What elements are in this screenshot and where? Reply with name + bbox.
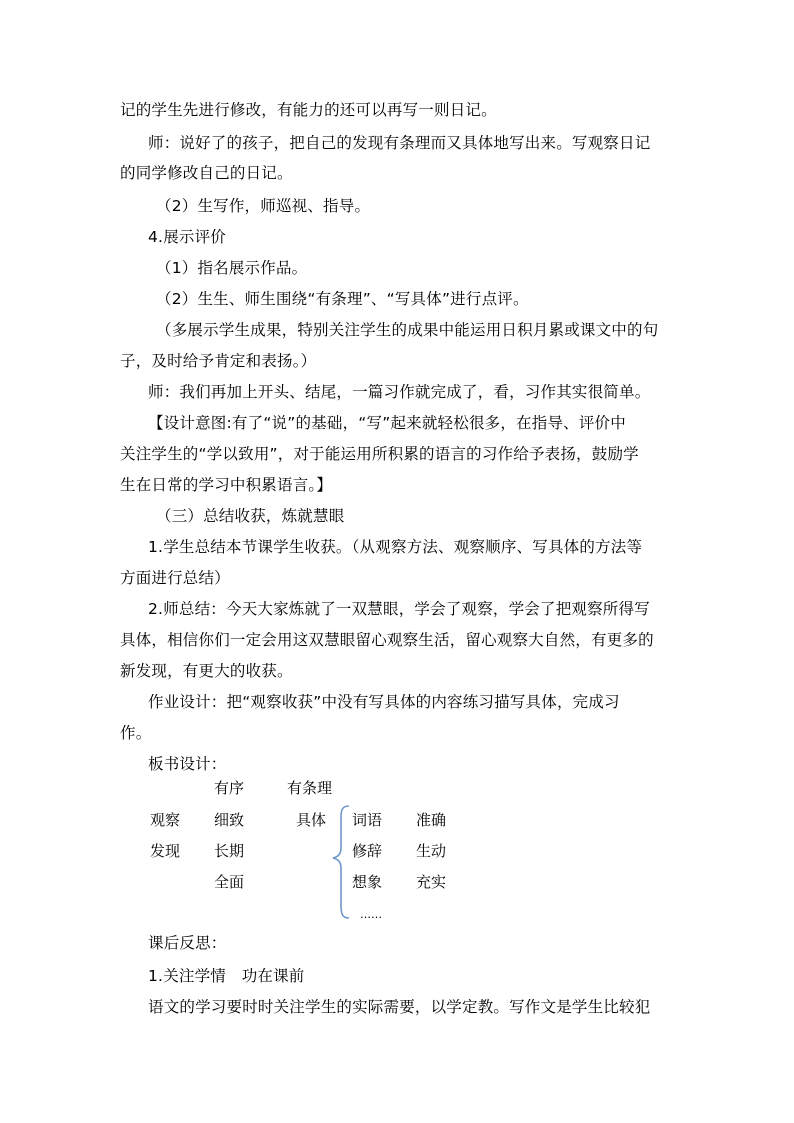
board-text-sheng-dong: 生动 <box>416 842 447 860</box>
board-text-chong-shi: 充实 <box>416 873 447 891</box>
section-heading: （三）总结收获，炼就慧眼 <box>156 507 345 525</box>
board-text-quan-mian: 全面 <box>214 873 245 891</box>
paragraph-line: 作。 <box>120 724 152 742</box>
board-text-ju-ti: 具体 <box>296 811 327 829</box>
paragraph-line: 子，及时给予肯定和表扬。） <box>120 352 317 370</box>
section-heading: 4.展示评价 <box>148 228 226 246</box>
design-intent-line: 生在日常的学习中积累语言。】 <box>120 476 333 494</box>
paragraph-line: （2）生写作，师巡视、指导。 <box>156 197 371 215</box>
design-intent-line: 【设计意图:有了“说”的基础，“写”起来就轻松很多，在指导、评价中 <box>148 414 626 432</box>
paragraph-line: 作业设计：把“观察收获”中没有写具体的内容练习描写具体，完成习 <box>148 693 620 711</box>
paragraph-line: （1）指名展示作品。 <box>156 259 308 277</box>
board-text-xiang-xiang: 想象 <box>352 873 383 891</box>
board-text-ci-yu: 词语 <box>352 811 383 829</box>
board-text-xi-zhi: 细致 <box>214 811 245 829</box>
paragraph-line: 1.学生总结本节课学生收获。（从观察方法、观察顺序、写具体的方法等 <box>148 538 643 556</box>
board-ellipsis: …… <box>360 908 382 921</box>
board-design-heading: 板书设计： <box>148 755 227 773</box>
paragraph-line: 记的学生先进行修改，有能力的还可以再写一则日记。 <box>120 101 497 119</box>
curly-brace-icon <box>330 804 352 920</box>
board-text-you-xu: 有序 <box>214 779 245 797</box>
paragraph-line: 方面进行总结） <box>120 569 230 587</box>
board-text-guan-cha: 观察 <box>150 811 181 829</box>
paragraph-line: 新发现，有更大的收获。 <box>120 662 293 680</box>
board-text-you-tiao-li: 有条理 <box>287 779 333 797</box>
paragraph-line: 具体，相信你们一定会用这双慧眼留心观察生活，留心观察大自然，有更多的 <box>120 631 654 649</box>
reflection-heading: 课后反思： <box>148 934 227 952</box>
board-text-zhun-que: 准确 <box>416 811 447 829</box>
paragraph-line: 2.师总结：今天大家炼就了一双慧眼，学会了观察，学会了把观察所得写 <box>148 600 650 618</box>
paragraph-line: 师：我们再加上开头、结尾，一篇习作就完成了，看，习作其实很简单。 <box>148 383 651 401</box>
paragraph-line: 语文的学习要时时关注学生的实际需要，以学定教。写作文是学生比较犯 <box>148 998 651 1016</box>
board-text-fa-xian: 发现 <box>150 842 181 860</box>
paragraph-line: 的同学修改自己的日记。 <box>120 164 293 182</box>
board-text-chang-qi: 长期 <box>214 842 245 860</box>
paragraph-line: 师：说好了的孩子，把自己的发现有条理而又具体地写出来。写观察日记 <box>148 134 651 152</box>
section-heading: 1.关注学情 功在课前 <box>148 967 305 985</box>
paragraph-line: （多展示学生成果，特别关注学生的成果中能运用日积月累或课文中的句 <box>156 321 659 339</box>
paragraph-line: （2）生生、师生围绕“有条理”、“写具体”进行点评。 <box>156 290 529 308</box>
design-intent-line: 关注学生的“学以致用”，对于能运用所积累的语言的习作给予表扬，鼓励学 <box>120 445 639 463</box>
board-text-xiu-ci: 修辞 <box>352 842 383 860</box>
